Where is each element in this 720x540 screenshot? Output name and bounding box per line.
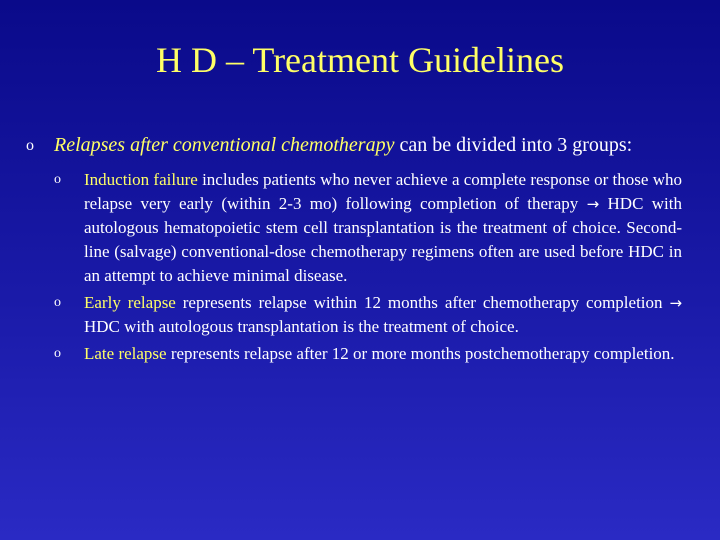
item-text: represents relapse after 12 or more months postchemotherapy completion. [166, 344, 675, 363]
item-highlight: Early relapse [84, 293, 176, 312]
bullet-marker: o [54, 295, 61, 310]
bullet-marker: o [54, 346, 61, 361]
arrow-icon: → [669, 294, 683, 312]
bullet-marker: o [26, 137, 34, 154]
arrow-icon: → [586, 195, 600, 213]
item-highlight: Induction failure [84, 170, 198, 189]
intro-text: can be divided into 3 groups: [394, 134, 633, 156]
item-text: HDC with autologous transplantation is the treatment of choice. [84, 317, 519, 336]
item-text: HDC with autologous hematopoietic stem cell transplantation is the treatment of choice. Second-line (salvage) conventional-dose chemotherapy regimens often are used before HDC in an attempt to achieve minimal disease. [84, 194, 682, 285]
sub-bullet-late-relapse [54, 342, 682, 366]
slide-title: H D – Treatment Guidelines [156, 40, 564, 80]
item-text: represents relapse within 12 months after chemotherapy completion [175, 293, 670, 312]
item-text: includes patients who never achieve a complete response or those who relapse very early (within 2-3 mo) following completion of therapy [84, 170, 682, 213]
item-highlight: Late relapse [84, 344, 167, 363]
bullet-marker: o [54, 172, 61, 187]
sub-bullet-early-relapse [54, 291, 682, 339]
sub-bullet-list [22, 168, 682, 366]
intro-highlight: Relapses after conventional chemotherapy [54, 134, 395, 156]
sub-bullet-induction-failure [54, 168, 682, 288]
bullet-level1 [22, 133, 682, 158]
slide-content [22, 133, 682, 369]
